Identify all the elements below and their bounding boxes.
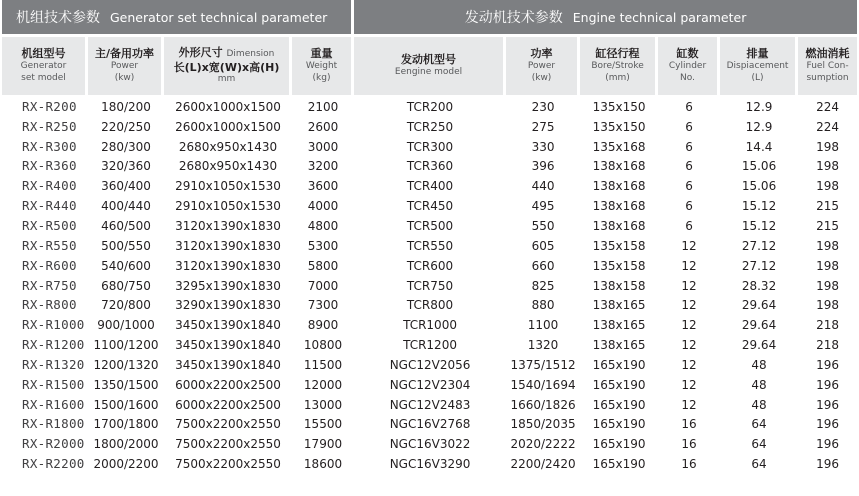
- cell-bore-stroke: 138x168: [592, 218, 646, 233]
- cell-engine-power: 1540/1694: [510, 377, 576, 392]
- cell-engine-power: 1100: [527, 318, 559, 333]
- cell-weight: 7000: [307, 278, 339, 293]
- cell-engine-model: NGC12V2304: [389, 377, 471, 392]
- cell-fuel: 196: [816, 397, 839, 412]
- cell-fuel: 198: [816, 278, 839, 293]
- cell-weight: 4800: [307, 218, 339, 233]
- cell-bore-stroke: 135x150: [592, 99, 646, 114]
- cell-engine-model: NGC16V3290: [389, 457, 471, 472]
- cell-bore-stroke: 165x190: [592, 457, 646, 472]
- cell-model: RX-R550: [22, 237, 77, 253]
- cell-dimension: 2910x1050x1530: [175, 179, 281, 194]
- cell-weight: 8900: [307, 318, 339, 333]
- cell-fuel: 196: [816, 357, 839, 372]
- cell-engine-power: 880: [531, 298, 555, 313]
- cell-bore-stroke: 165x190: [592, 397, 646, 412]
- cell-dimension: 7500x2200x2550: [175, 437, 281, 452]
- table-row: [2, 236, 857, 256]
- cell-displacement: 15.06: [741, 179, 777, 194]
- cell-power: 320/360: [101, 159, 151, 174]
- cell-model: RX-R800: [22, 297, 77, 313]
- cell-fuel: 224: [816, 119, 839, 134]
- cell-dimension: 2910x1050x1530: [175, 199, 281, 214]
- cell-dimension: 2680x950x1430: [178, 159, 278, 174]
- cell-cylinder: 12: [681, 318, 697, 333]
- cell-model: RX-R1200: [22, 337, 85, 353]
- cell-displacement: 15.12: [741, 199, 777, 214]
- cell-bore-stroke: 138x165: [592, 318, 646, 333]
- cell-bore-stroke: 165x190: [592, 357, 646, 372]
- cell-dimension: 2600x1000x1500: [175, 119, 281, 134]
- cell-cylinder: 6: [685, 218, 693, 233]
- cell-weight: 15500: [303, 417, 343, 432]
- table-row: [2, 315, 857, 335]
- table-row: [2, 137, 857, 157]
- header-bore-stroke: 缸径行程 Bore/Stroke (mm): [580, 34, 658, 95]
- cell-engine-power: 1320: [527, 338, 559, 353]
- cell-fuel: 196: [816, 417, 839, 432]
- cell-power: 1800/2000: [93, 437, 159, 452]
- header-displacement: 排量 Dispiacement (L): [720, 34, 798, 95]
- table-row: [2, 256, 857, 276]
- cell-weight: 4000: [307, 199, 339, 214]
- cell-bore-stroke: 138x168: [592, 159, 646, 174]
- cell-engine-model: TCR400: [406, 179, 454, 194]
- cell-fuel: 198: [816, 298, 839, 313]
- cell-power: 1700/1800: [93, 417, 159, 432]
- cell-bore-stroke: 165x190: [592, 417, 646, 432]
- table-row: [2, 295, 857, 315]
- cell-model: RX-R360: [22, 158, 77, 174]
- cell-displacement: 15.12: [741, 218, 777, 233]
- table-row: [2, 117, 857, 137]
- cell-power: 540/600: [101, 258, 151, 273]
- cell-power: 1100/1200: [93, 338, 159, 353]
- cell-model: RX-R200: [22, 98, 77, 114]
- header-model: 机组型号 Generator set model: [2, 34, 88, 95]
- cell-displacement: 48: [751, 377, 767, 392]
- cell-displacement: 48: [751, 357, 767, 372]
- cell-engine-model: TCR450: [406, 199, 454, 214]
- cell-engine-model: TCR800: [406, 298, 454, 313]
- table-row: [2, 415, 857, 435]
- cell-displacement: 64: [751, 417, 767, 432]
- cell-engine-power: 495: [531, 199, 555, 214]
- cell-bore-stroke: 165x190: [592, 377, 646, 392]
- cell-weight: 10800: [303, 338, 343, 353]
- cell-engine-model: TCR750: [406, 278, 454, 293]
- cell-model: RX-R1800: [22, 416, 85, 432]
- header-cylinder: 缸数 Cylinder No.: [658, 34, 720, 95]
- cell-bore-stroke: 138x168: [592, 199, 646, 214]
- cell-engine-power: 230: [531, 99, 555, 114]
- cell-fuel: 224: [816, 99, 839, 114]
- cell-dimension: 6000x2200x2500: [175, 377, 281, 392]
- table-row: [2, 95, 857, 117]
- cell-cylinder: 16: [681, 417, 697, 432]
- cell-displacement: 27.12: [741, 238, 777, 253]
- cell-engine-power: 1375/1512: [510, 357, 576, 372]
- cell-weight: 5300: [307, 238, 339, 253]
- cell-power: 500/550: [101, 238, 151, 253]
- cell-cylinder: 12: [681, 377, 697, 392]
- cell-power: 2000/2200: [93, 457, 159, 472]
- cell-displacement: 29.64: [741, 298, 777, 313]
- cell-model: RX-R500: [22, 217, 77, 233]
- cell-model: RX-R1500: [22, 376, 85, 392]
- generator-section-title: 机组技术参数 Generator set technical parameter: [2, 0, 354, 34]
- cell-cylinder: 12: [681, 258, 697, 273]
- cell-dimension: 3450x1390x1840: [175, 357, 281, 372]
- cell-weight: 2100: [307, 99, 339, 114]
- cell-bore-stroke: 138x165: [592, 338, 646, 353]
- cell-power: 360/400: [101, 179, 151, 194]
- cell-cylinder: 6: [685, 99, 693, 114]
- cell-model: RX-R600: [22, 257, 77, 273]
- cell-power: 1200/1320: [93, 357, 159, 372]
- cell-engine-model: TCR1000: [403, 318, 457, 333]
- cell-engine-power: 275: [531, 119, 555, 134]
- cell-cylinder: 12: [681, 397, 697, 412]
- cell-fuel: 196: [816, 437, 839, 452]
- table-row: [2, 375, 857, 395]
- cell-weight: 12000: [303, 377, 343, 392]
- cell-weight: 5800: [307, 258, 339, 273]
- cell-model: RX-R2000: [22, 436, 85, 452]
- cell-engine-power: 1850/2035: [510, 417, 576, 432]
- cell-weight: 3200: [307, 159, 339, 174]
- cell-dimension: 7500x2200x2550: [175, 417, 281, 432]
- cell-engine-model: NGC16V3022: [389, 437, 471, 452]
- cell-dimension: 3120x1390x1830: [175, 218, 281, 233]
- table-row: [2, 395, 857, 415]
- cell-engine-model: TCR300: [406, 139, 454, 154]
- cell-engine-power: 825: [531, 278, 555, 293]
- cell-cylinder: 12: [681, 298, 697, 313]
- table-row: [2, 157, 857, 177]
- header-engine-power: 功率 Power (kw): [506, 34, 580, 95]
- header-dimension: 外形尺寸 Dimension 长(L)x宽(W)x高(H) mm: [164, 34, 292, 95]
- cell-model: RX-R2200: [22, 456, 85, 472]
- cell-displacement: 64: [751, 437, 767, 452]
- column-header-row: [2, 34, 857, 95]
- cell-bore-stroke: 138x165: [592, 298, 646, 313]
- cell-fuel: 198: [816, 258, 839, 273]
- cell-engine-model: TCR360: [406, 159, 454, 174]
- cell-engine-model: TCR200: [406, 99, 454, 114]
- engine-section-title: 发动机技术参数 Engine technical parameter: [354, 0, 857, 34]
- cell-fuel: 215: [816, 218, 839, 233]
- cell-weight: 13000: [303, 397, 343, 412]
- cell-model: RX-R400: [22, 178, 77, 194]
- cell-engine-model: NGC12V2056: [389, 357, 471, 372]
- cell-fuel: 198: [816, 238, 839, 253]
- cell-power: 1500/1600: [93, 397, 159, 412]
- cell-model: RX-R1000: [22, 317, 85, 333]
- cell-dimension: 3450x1390x1840: [175, 318, 281, 333]
- cell-bore-stroke: 135x158: [592, 238, 646, 253]
- cell-dimension: 2680x950x1430: [178, 139, 278, 154]
- cell-displacement: 12.9: [745, 99, 773, 114]
- table-row: [2, 196, 857, 216]
- cell-power: 460/500: [101, 218, 151, 233]
- cell-displacement: 27.12: [741, 258, 777, 273]
- cell-cylinder: 12: [681, 357, 697, 372]
- cell-engine-power: 2200/2420: [510, 457, 576, 472]
- cell-bore-stroke: 165x190: [592, 437, 646, 452]
- cell-cylinder: 6: [685, 179, 693, 194]
- cell-engine-model: TCR1200: [403, 338, 457, 353]
- cell-dimension: 3295x1390x1830: [175, 278, 281, 293]
- cell-fuel: 198: [816, 139, 839, 154]
- cell-bore-stroke: 135x150: [592, 119, 646, 134]
- cell-power: 220/250: [101, 119, 151, 134]
- cell-cylinder: 16: [681, 437, 697, 452]
- cell-engine-power: 2020/2222: [510, 437, 576, 452]
- cell-dimension: 3120x1390x1830: [175, 238, 281, 253]
- table-row: [2, 434, 857, 454]
- cell-engine-power: 605: [531, 238, 555, 253]
- cell-model: RX-R300: [22, 138, 77, 154]
- cell-power: 180/200: [101, 99, 151, 114]
- cell-fuel: 215: [816, 199, 839, 214]
- cell-model: RX-R1600: [22, 396, 85, 412]
- cell-cylinder: 6: [685, 139, 693, 154]
- cell-bore-stroke: 138x158: [592, 278, 646, 293]
- cell-model: RX-R750: [22, 277, 77, 293]
- cell-model: RX-R250: [22, 118, 77, 134]
- table-row: [2, 454, 857, 474]
- cell-fuel: 196: [816, 457, 839, 472]
- cell-displacement: 48: [751, 397, 767, 412]
- cell-fuel: 198: [816, 179, 839, 194]
- cell-cylinder: 6: [685, 159, 693, 174]
- cell-fuel: 218: [816, 338, 839, 353]
- cell-dimension: 3290x1390x1830: [175, 298, 281, 313]
- section-banner: [2, 0, 857, 34]
- cell-displacement: 28.32: [741, 278, 777, 293]
- header-engine-model: 发动机型号 Eengine model: [354, 34, 506, 95]
- cell-engine-model: TCR550: [406, 238, 454, 253]
- table-row: [2, 335, 857, 355]
- cell-power: 680/750: [101, 278, 151, 293]
- cell-displacement: 14.4: [745, 139, 773, 154]
- cell-dimension: 2600x1000x1500: [175, 99, 281, 114]
- cell-engine-model: TCR250: [406, 119, 454, 134]
- cell-cylinder: 6: [685, 119, 693, 134]
- cell-model: RX-R440: [22, 198, 77, 214]
- cell-power: 720/800: [101, 298, 151, 313]
- cell-cylinder: 6: [685, 199, 693, 214]
- cell-cylinder: 12: [681, 278, 697, 293]
- cell-cylinder: 16: [681, 457, 697, 472]
- header-weight: 重量 Weight (kg): [292, 34, 354, 95]
- cell-bore-stroke: 135x158: [592, 258, 646, 273]
- cell-engine-power: 440: [531, 179, 555, 194]
- cell-weight: 18600: [303, 457, 343, 472]
- cell-power: 400/440: [101, 199, 151, 214]
- cell-displacement: 29.64: [741, 338, 777, 353]
- table-row: [2, 276, 857, 296]
- cell-displacement: 29.64: [741, 318, 777, 333]
- cell-weight: 17900: [303, 437, 343, 452]
- table-body: [2, 95, 857, 474]
- cell-fuel: 196: [816, 377, 839, 392]
- cell-model: RX-R1320: [22, 356, 85, 372]
- table-row: [2, 176, 857, 196]
- cell-engine-model: NGC12V2483: [389, 397, 471, 412]
- cell-engine-power: 550: [531, 218, 555, 233]
- cell-engine-model: NGC16V2768: [389, 417, 471, 432]
- cell-displacement: 64: [751, 457, 767, 472]
- technical-parameter-table: [2, 0, 857, 474]
- cell-engine-power: 330: [531, 139, 555, 154]
- cell-engine-power: 1660/1826: [510, 397, 576, 412]
- cell-displacement: 12.9: [745, 119, 773, 134]
- cell-weight: 11500: [303, 357, 343, 372]
- cell-dimension: 3450x1390x1840: [175, 338, 281, 353]
- cell-dimension: 7500x2200x2550: [175, 457, 281, 472]
- table-row: [2, 216, 857, 236]
- cell-dimension: 3120x1390x1830: [175, 258, 281, 273]
- cell-engine-power: 660: [531, 258, 555, 273]
- table-row: [2, 355, 857, 375]
- cell-displacement: 15.06: [741, 159, 777, 174]
- cell-cylinder: 12: [681, 238, 697, 253]
- cell-fuel: 198: [816, 159, 839, 174]
- cell-engine-power: 396: [531, 159, 555, 174]
- cell-engine-model: TCR500: [406, 218, 454, 233]
- cell-engine-model: TCR600: [406, 258, 454, 273]
- cell-power: 280/300: [101, 139, 151, 154]
- cell-bore-stroke: 135x168: [592, 139, 646, 154]
- cell-fuel: 218: [816, 318, 839, 333]
- cell-power: 1350/1500: [93, 377, 159, 392]
- cell-dimension: 6000x2200x2500: [175, 397, 281, 412]
- cell-weight: 3000: [307, 139, 339, 154]
- cell-weight: 7300: [307, 298, 339, 313]
- cell-cylinder: 12: [681, 338, 697, 353]
- cell-power: 900/1000: [97, 318, 155, 333]
- cell-bore-stroke: 138x168: [592, 179, 646, 194]
- header-fuel-consumption: 燃油消耗 Fuel Con- sumption: [798, 34, 857, 95]
- header-power: 主/备用功率 Power (kw): [88, 34, 164, 95]
- cell-weight: 2600: [307, 119, 339, 134]
- cell-weight: 3600: [307, 179, 339, 194]
